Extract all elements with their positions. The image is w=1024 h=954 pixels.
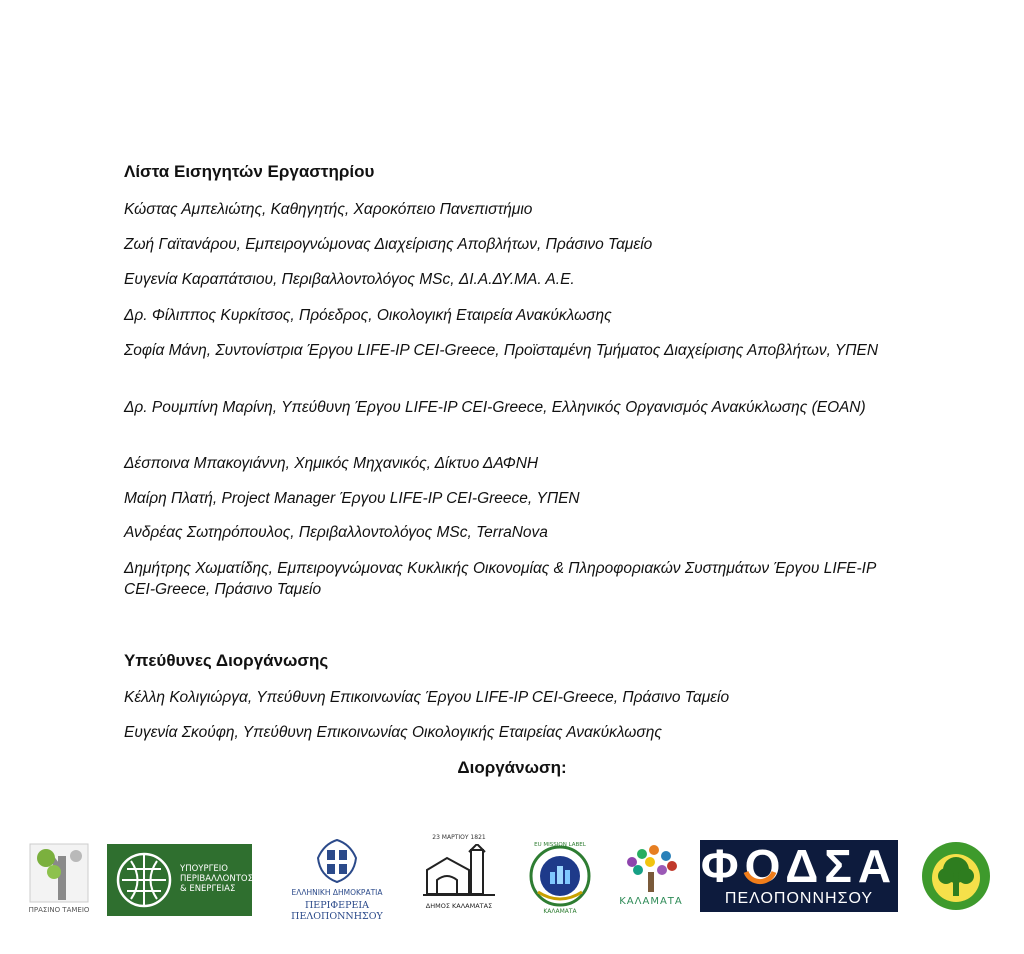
organizers-heading: Υπεύθυνες Διοργάνωσης [124, 651, 329, 670]
ministry-line-3: & ΕΝΕΡΓΕΙΑΣ [180, 884, 236, 894]
speaker-item: Κώστας Αμπελιώτης, Καθηγητής, Χαροκόπειο Πανεπιστήμιο [124, 201, 533, 218]
tree-icon [28, 842, 90, 904]
fodsa-title: ΦΟΔΣΑ [700, 840, 898, 892]
church-icon [423, 844, 495, 898]
kalamata-caption: ΚΑΛΑΜΑΤΑ [619, 896, 683, 907]
speaker-item: Ζωή Γαϊτανάρου, Εμπειρογνώμονας Διαχείρισης Αποβλήτων, Πράσινο Ταμείο [124, 236, 653, 253]
speaker-item: Σοφία Μάνη, Συντονίστρια Έργου LIFE-IP CEI-Greece, Προϊσταμένη Τμήματος Διαχείρισης Αποβλήτων, ΥΠΕΝ [124, 342, 879, 359]
ministry-logo [107, 844, 252, 916]
municipality-top-caption: 23 ΜΑΡΤΙΟΥ 1821 [432, 834, 486, 841]
speaker-item: Δρ. Ρουμπίνη Μαρίνη, Υπεύθυνη Έργου LIFE-IP CEI-Greece, Ελληνικός Οργανισμός Ανακύκλωσης (ΕΟΑΝ) [124, 399, 866, 416]
fodsa-ring-icon [740, 846, 780, 886]
ministry-emblem-icon [111, 847, 177, 913]
speaker-item: Δέσποινα Μπακογιάννη, Χημικός Μηχανικός, Δίκτυο ΔΑΦΝΗ [124, 455, 539, 472]
municipality-caption: ΔΗΜΟΣ ΚΑΛΑΜΑΤΑΣ [425, 902, 493, 910]
speaker-item: Δρ. Φίλιππος Κυρκίτσος, Πρόεδρος, Οικολογική Εταιρεία Ανακύκλωσης [124, 307, 612, 324]
speakers-heading: Λίστα Εισηγητών Εργαστηρίου [124, 162, 375, 181]
ecological-society-logo [920, 840, 992, 912]
speaker-item: Ανδρέας Σωτηρόπουλος, Περιβαλλοντολόγος MSc, TerraNova [124, 524, 548, 541]
eco-tree-icon [920, 840, 992, 912]
organizer-item: Κέλλη Κολιγιώργα, Υπεύθυνη Επικοινωνίας Έργου LIFE-IP CEI-Greece, Πράσινο Ταμείο [124, 689, 730, 706]
organizer-item: Ευγενία Σκούφη, Υπεύθυνη Επικοινωνίας Οικολογικής Εταιρείας Ανακύκλωσης [124, 724, 662, 741]
olive-tree-icon [618, 844, 684, 894]
speaker-item: Ευγενία Καραπάτσιου, Περιβαλλοντολόγος MSc, ΔΙ.Α.ΔΥ.ΜΑ. Α.Ε. [124, 271, 575, 288]
region-line-2: ΠΕΡΙΦΕΡΕΙΑ ΠΕΛΟΠΟΝΝΗΣΟΥ [291, 900, 383, 922]
region-logo [268, 838, 406, 922]
fodsa-logo [700, 840, 898, 912]
green-fund-logo [28, 842, 90, 918]
speaker-item: Μαίρη Πλατή, Project Manager Έργου LIFE-IP CEI-Greece, ΥΠΕΝ [124, 490, 580, 507]
partner-logos [0, 830, 1024, 920]
municipality-logo [417, 834, 501, 916]
fodsa-subtitle: ΠΕΛΟΠΟΝΝΗΣΟΥ [724, 890, 874, 907]
greek-emblem-icon [312, 838, 362, 884]
eu-mission-badge-icon [528, 844, 592, 908]
eu-mission-logo [528, 844, 592, 916]
eu-mission-city-caption: ΚΑΛΑΜΑΤΑ [543, 908, 577, 915]
green-fund-caption: ΠΡΑΣΙΝΟ ΤΑΜΕΙΟ [28, 906, 90, 914]
speaker-item: Δημήτρης Χωματίδης, Εμπειρογνώμονας Κυκλικής Οικονομίας & Πληροφοριακών Συστημάτων Έργου LIFE-IP CEI-Greece, Πράσινο Ταμείο [124, 560, 876, 598]
kalamata-logo [618, 844, 684, 916]
region-line-1: ΕΛΛΗΝΙΚΗ ΔΗΜΟΚΡΑΤΙΑ [291, 888, 383, 897]
ministry-line-2: ΠΕΡΙΒΑΛΛΟΝΤΟΣ [180, 874, 253, 884]
organization-heading: Διοργάνωση: [457, 758, 567, 777]
eu-mission-caption: EU MISSION LABEL [534, 842, 586, 848]
ministry-line-1: ΥΠΟΥΡΓΕΙΟ [180, 864, 228, 874]
